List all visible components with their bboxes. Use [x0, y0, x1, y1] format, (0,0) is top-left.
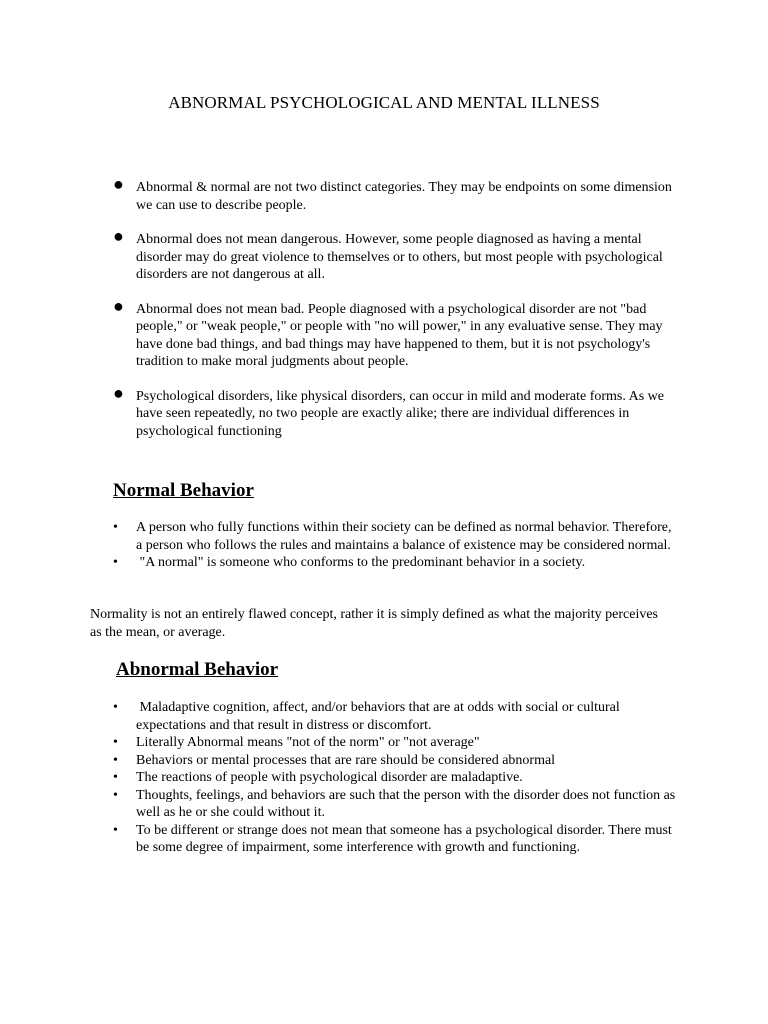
list-item [0, 295, 768, 371]
list-item [0, 734, 768, 752]
bullet-icon: ● [113, 174, 124, 194]
bullet-icon: ● [113, 382, 124, 403]
bullet-icon: • [113, 787, 118, 803]
bullet-icon: • [113, 735, 118, 750]
list-item-text: Abnormal & normal are not two distinct categories. They may be endpoints on some dimension we can use to describe people. [136, 180, 672, 213]
list-item [0, 752, 768, 770]
bullet-icon: • [113, 700, 118, 715]
list-item-text: To be different or strange does not mean that someone has a psychological disorder. There must be some degree of impairment, some interference with growth and functioning. [136, 822, 672, 855]
normal-behavior-list [0, 519, 768, 572]
bullet-icon: • [113, 752, 118, 768]
abnormal-behavior-list [0, 699, 768, 857]
list-item [0, 382, 768, 441]
bullet-icon: • [113, 822, 118, 838]
bullet-icon: • [113, 770, 118, 785]
bullet-icon: • [113, 520, 118, 535]
list-item [0, 699, 768, 734]
list-item [0, 226, 768, 284]
list-item-text: A person who fully functions within their society can be defined as normal behavior. Therefore, a person who follows the rules and maintains a balance of existence may be considered normal. [136, 520, 672, 553]
list-item-text: Thoughts, feelings, and behaviors are such that the person with the disorder does not function as well as he or she could without it. [136, 787, 676, 820]
list-item [0, 519, 768, 554]
list-item-text: Literally Abnormal means "not of the norm" or "not average" [136, 735, 480, 750]
page-title: ABNORMAL PSYCHOLOGICAL AND MENTAL ILLNESS [168, 93, 600, 112]
list-item [0, 822, 768, 857]
abnormal-behavior-heading: Abnormal Behavior [116, 659, 279, 680]
list-item-text: Abnormal does not mean bad. People diagnosed with a psychological disorder are not "bad people," or "weak people," or people with "no will power," in any evaluative sense. They may have done bad things, and bad things may have happened to them, but it is not psychology's tradition to make moral judgments about people. [136, 301, 663, 369]
list-item-text: Behaviors or mental processes that are rare should be considered abnormal [136, 752, 556, 768]
normal-behavior-heading: Normal Behavior [113, 480, 254, 501]
list-item [0, 174, 768, 214]
list-item [0, 787, 768, 822]
list-item [0, 769, 768, 787]
list-item-text: "A normal" is someone who conforms to the predominant behavior in a society. [136, 555, 586, 570]
bullet-icon: ● [113, 226, 124, 246]
list-item-text: The reactions of people with psychological disorder are maladaptive. [136, 770, 523, 785]
bullet-icon: • [113, 555, 118, 570]
list-item-text: Maladaptive cognition, affect, and/or behaviors that are at odds with social or cultural expectations and that result in distress or discomfort. [136, 700, 624, 733]
normality-paragraph: Normality is not an entirely flawed concept, rather it is simply defined as what the majority perceives as the mean, or average. [90, 607, 658, 640]
list-item-text: Psychological disorders, like physical disorders, can occur in mild and moderate forms. As we have seen repeatedly, no two people are exactly alike; there are individual differences in psychological functioning [136, 388, 664, 439]
list-item [0, 554, 768, 572]
intro-bullet-list [0, 174, 768, 440]
list-item-text: Abnormal does not mean dangerous. However, some people diagnosed as having a mental disorder may do great violence to themselves or to others, but most people with psychological disorders are not dangerous at all. [136, 232, 663, 282]
bullet-icon: ● [113, 295, 124, 316]
